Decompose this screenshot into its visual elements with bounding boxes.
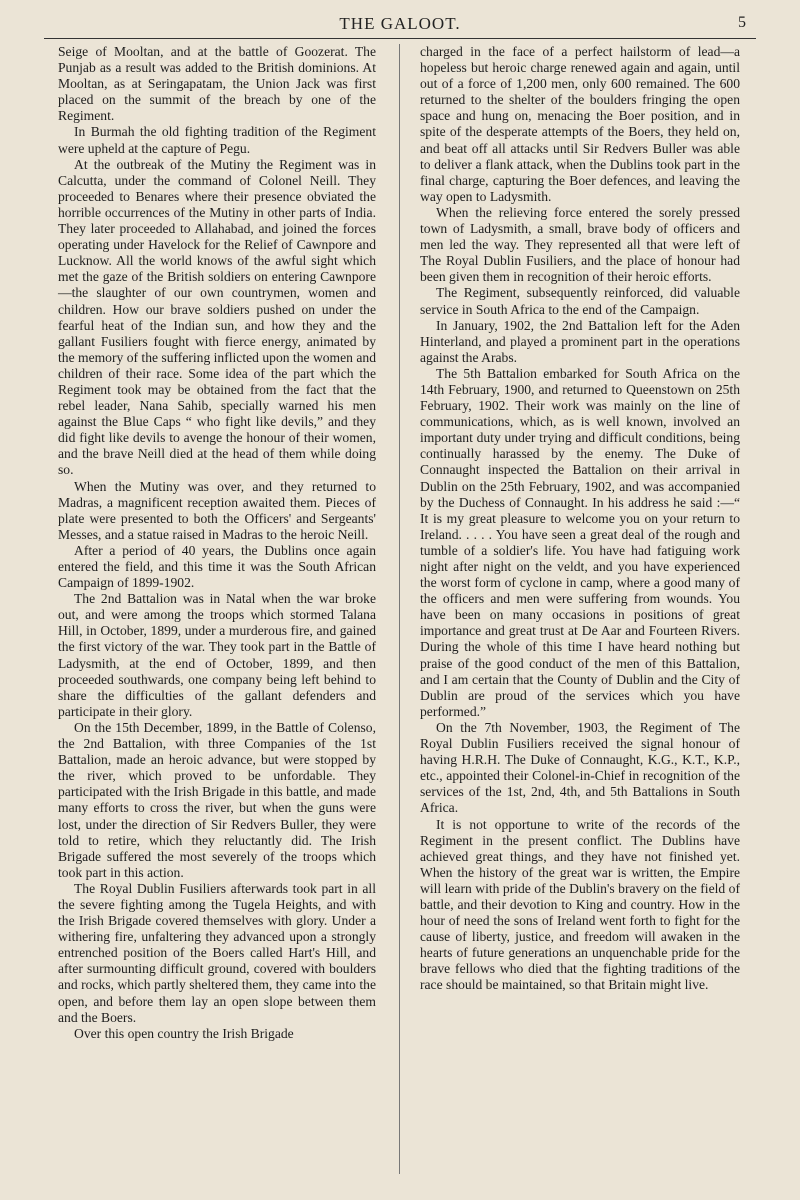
column-divider [399,44,400,1174]
left-column [58,44,376,1042]
paragraph: When the relieving force entered the sorely pressed town of Ladysmith, a small, brave body of officers and men led the way. They represented all that were left of The Royal Dublin Fusiliers, and the place of honour had been given them in recognition of their heroic efforts. [420,204,740,285]
page-header [44,14,756,38]
paragraph: The Regiment, subsequently reinforced, did valuable service in South Africa to the end of the Campaign. [420,285,740,317]
header-rule [44,38,756,39]
paragraph: Seige of Mooltan, and at the battle of Goozerat. The Punjab as a result was added to the British dominions. At Mooltan, as at Seringapatam, the Union Jack was first placed on the summit of the breach by one of the Regiment. [58,44,376,124]
paragraph: After a period of 40 years, the Dublins once again entered the field, and this time it was the South African Campaign of 1899-1902. [58,542,376,591]
page-title: THE GALOOT. [339,14,461,33]
paragraph: It is not opportune to write of the records of the Regiment in the present conflict. The Dublins have achieved great things, and they have not finished yet. When the history of the great war is written, the Empire will learn with pride of the Dublin's bravery on the field of battle, and their devotion to King and country. How in the hour of need the sons of Ireland went forth to fight for the cause of liberty, justice, and freedom will awaken in the hearts of future generations an unquenchable pride for the brave fellows who died that the fighting traditions of the race should be maintained, so that Britain might live. [420,816,740,993]
paragraph: At the outbreak of the Mutiny the Regiment was in Calcutta, under the command of Colonel Neill. They proceeded to Benares where their presence obviated the horrible occurrences of the Mutiny in other parts of India. They later proceeded to Allahabad, and joined the forces operating under Havelock for the Relief of Cawnpore and Lucknow. All the world knows of the awful sight which met the gaze of the British soldiers on entering Cawnpore—the slaughter of our own countrymen, women and children. How our brave soldiers pushed on under the fearful heat of the Indian sun, and how they and the gallant Fusiliers fought with fierce energy, animated by the memory of the suffering inflicted upon the women and children of their race. Some idea of the part which the Regiment took may be obtained from the fact that the rebel leader, Nana Sahib, specially warned his men against the Blue Caps “ who fight like devils,” and they did fight like devils to avenge the honour of their women, and the brave Neill died at the head of them while doing so. [58,156,376,478]
page-number: 5 [738,14,746,31]
paragraph: charged in the face of a perfect hailstorm of lead—a hopeless but heroic charge renewed again and again, until out of a force of 1,200 men, only 600 remained. The 600 returned to the shelter of the boulders fringing the open space and hung on, menacing the Boer position, and in spite of the desperate attempts of the Boers, they held on, and beat off all attacks until Sir Redvers Buller was able to deliver a flank attack, when the Dublins took part in the final charge, capturing the Boer defences, and leaving the way open to Ladysmith. [420,44,740,204]
paragraph: The Royal Dublin Fusiliers afterwards took part in all the severe fighting among the Tugela Heights, and with the Irish Brigade covered themselves with glory. Under a withering fire, unfaltering they advanced upon a strongly entrenched position of the Boers called Hart's Hill, and after surmounting difficult ground, covered with boulders and rocks, which partly sheltered them, they came into the open, and before them lay an open slope between them and the Boers. [58,880,376,1025]
paragraph: On the 7th November, 1903, the Regiment of The Royal Dublin Fusiliers received the signal honour of having H.R.H. The Duke of Connaught, K.G., K.T., K.P., etc., appointed their Colonel-in-Chief in recognition of the services of the 1st, 2nd, 4th, and 5th Battalions in South Africa. [420,719,740,816]
paragraph: The 5th Battalion embarked for South Africa on the 14th February, 1900, and returned to Queenstown on 25th February, 1902. Their work was mainly on the line of communications, which, as is well known, involved an important duty under trying and difficult conditions, being continually harassed by the enemy. The Duke of Connaught inspected the Battalion on their arrival in Dublin on the 25th February, 1902, and was accompanied by the Duchess of Connaught. In his address he said :—“ It is my great pleasure to welcome you on your return to Ireland. . . . . You have seen a great deal of the rough and tumble of a soldier's life. You have had fatiguing work night after night on the veldt, and you have experienced the worst form of cyclone in camp, where a good many of the officers and men were suffering from wounds. You have been on many occasions in positions of great importance and great trust at De Aar and Fourteen Rivers. During the whole of this time I have heard nothing but praise of the good conduct of the men of this Battalion, and I am certain that the County of Dublin and the City of Dublin are proud of the services which you have performed.” [420,365,740,719]
paragraph: Over this open country the Irish Brigade [74,1025,294,1041]
paragraph: In Burmah the old fighting tradition of the Regiment were upheld at the capture of Pegu. [58,124,376,156]
paragraph: The 2nd Battalion was in Natal when the war broke out, and were among the troops which stormed Talana Hill, in October, 1899, under a murderous fire, and gained the first victory of the war. They took part in the Battle of Ladysmith, at the end of October, 1899, and then proceeded southwards, one company being left behind to share the difficulties of the gallant defenders and participate in their glory. [58,591,376,719]
right-column [420,44,740,994]
paragraph: In January, 1902, the 2nd Battalion left for the Aden Hinterland, and played a prominent part in the operations against the Arabs. [420,317,740,365]
paragraph: On the 15th December, 1899, in the Battle of Colenso, the 2nd Battalion, with three Companies of the 1st Battalion, made an heroic advance, but were stopped by the river, which proved to be unfordable. They participated with the Irish Brigade in this battle, and made many efforts to cross the river, but when the guns were lost, under the direction of Sir Redvers Buller, they were told to retire, which they reluctantly did. The Irish Brigade suffered the most severely of the troops which took part in this action. [58,719,376,880]
paragraph: When the Mutiny was over, and they returned to Madras, a magnificent reception awaited them. Pieces of plate were presented to both the Officers' and Sergeants' Messes, and a statue raised in Madras to the heroic Neill. [58,478,376,542]
